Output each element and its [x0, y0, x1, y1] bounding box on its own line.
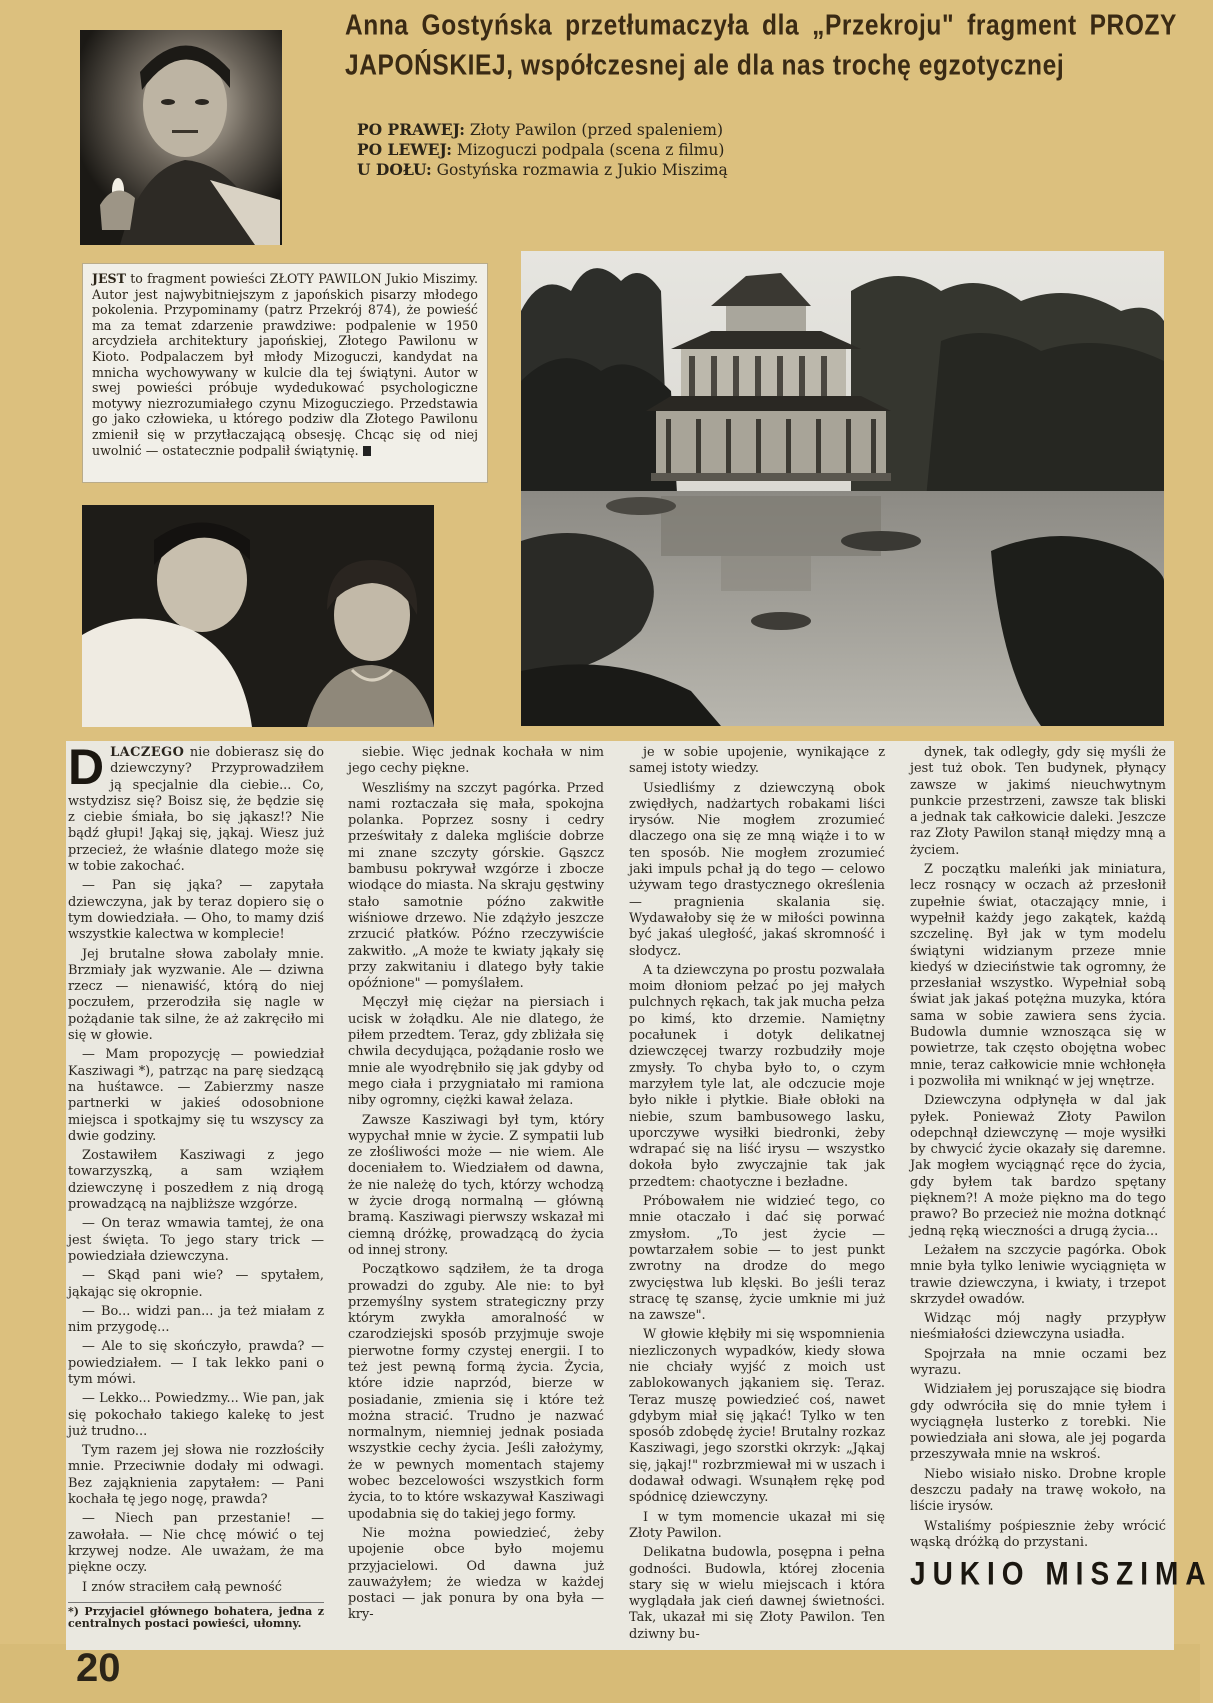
article-paragraph: — Niech pan przestanie! — zawołała. — Nie chcę mówić o tej krzywej nodze. Ale uważam, że ma piękne oczy.	[68, 1511, 324, 1576]
article-paragraph: Widziałem jej poruszające się biodra gdy odwróciła się do mnie tyłem i wyciągnęła lusterko z torebki. Nie powiedziała ani słowa, ale jej pogarda przeszywała mnie na wskroś.	[910, 1382, 1166, 1463]
article-column-4	[910, 745, 1213, 1645]
article-paragraph: — Skąd pani wie? — spytałem, jąkając się okropnie.	[68, 1268, 324, 1300]
article-paragraph: Leżałem na szczycie pagórka. Obok mnie była tylko leniwie wyciągnięta w trawie dziewczyna, i kwiaty, i trzepot skrzydeł owadów.	[910, 1242, 1166, 1307]
intro-box	[82, 263, 488, 483]
article-paragraph: W głowie kłębiły mi się wspomnienia niezliczonych wypadków, kiedy słowa nie chciały wyjść z moich ust zablokowanych jąkaniem się. Teraz. Teraz muszę powiedzieć coś, nawet gdybym miał się jąkać! Tylko w ten sposób zdobędę życie! Brutalny rozkaz Kasziwagi, jego szorstki okrzyk: „Jąkaj się, jąkaj!" rozbrzmiewał mi w uszach i dodawał odwagi. Wsunąłem rękę pod spódnicę dziewczyny.	[629, 1327, 885, 1506]
headline: Anna Gostyńska przetłumaczyła dla „Przekroju" fragment PROZY JAPOŃSKIEJ, współczesnej ale dla nas trochę egzotycznej	[345, 9, 1177, 82]
article-paragraph: A ta dziewczyna po prostu pozwalała moim dłoniom pełzać po jej małych pulchnych rękach, tak jak mucha pełza po kimś, kto drzemie. Namiętny pocałunek i dotyk delikatnej dziewczęcej twarzy rozbudziły moje zmysły. To chyba było to, o czym marzyłem tyle lat, ale odczucie moje było nikłe i płytkie. Białe obłoki na niebie, szum bambusowego lasku, uporczywe wysiłki biedronki, żeby wdrapać się na liść irysu — wszystko dokoła było zwyczajnie tak jak przedtem: chaotyczne i bezładne.	[629, 962, 885, 1190]
article-paragraph: Delikatna budowla, posępna i pełna godności. Budowla, której złocenia stary się w wielu miejscach i która wyglądała jak cień dawnej świetności. Tak, ukazał mi się Złoty Pawilon. Ten dziwny bu-	[629, 1545, 885, 1642]
caption-bottom: U DOŁU: Gostyńska rozmawia z Jukio Miszimą	[357, 160, 728, 179]
article-column-1	[68, 739, 324, 1645]
article-paragraph: Dziewczyna odpłynęła w dal jak pyłek. Ponieważ Złoty Pawilon odepchnął dziewczynę — moje wysiłki by chwycić życie okazały się daremne. Jak mogłem wyciągnąć ręce do życia, gdy byłem tak bardzo spętany pięknem?! A może piękno ma do tego prawo? Bo przecież nie można dotknąć jedną ręką wieczności a drugą życia...	[910, 1093, 1166, 1239]
caption-left: PO LEWEJ: Mizoguczi podpala (scena z filmu)	[357, 140, 725, 159]
article-paragraph: Jej brutalne słowa zabolały mnie. Brzmiały jak wyzwanie. Ale — dziwna rzecz — nienawiść, którą do niej poczułem, przerodziła się nagle w pożądanie tak silne, że aż zakręciło mi się w głowie.	[68, 946, 324, 1044]
article-paragraph: Wstaliśmy pośpiesznie żeby wrócić wąską dróżką do przystani.	[910, 1518, 1166, 1550]
photo-mizoguczi	[80, 30, 282, 245]
article-body	[66, 739, 1213, 1650]
article-paragraph: Niebo wisiało nisko. Drobne krople deszczu padały na trawę wokoło, na liście irysów.	[910, 1466, 1166, 1515]
golden-pavilion-image	[521, 251, 1164, 726]
article-paragraph: — Mam propozycję — powiedział Kasziwagi *), patrząc na parę siedzącą na huśtawce. — Zabierzmy nasze partnerki w jakieś odosobnione miejsca i spotkajmy się tu wszyscy za dwie godziny.	[68, 1047, 324, 1144]
article-paragraph: Z początku maleńki jak miniatura, lecz rosnący w oczach aż przesłonił zupełnie świat, otaczający mnie, i wypełnił każdy jego zakątek, każdą szczelinę. Był jak w tym modelu świątyni widzianym przeze mnie kiedyś w dzieciństwie tak ogromny, że przesłaniał wszystko. Wypełniał sobą świat jak jakaś potężna muzyka, która sama w sobie zawiera sens życia. Budowla dumnie wznosząca się w powietrze, tak często obojętna wobec mnie, teraz całkowicie mnie wchłonęła i pozwoliła mi wniknąć w jej wnętrze.	[910, 862, 1166, 1089]
column-3-paragraphs	[629, 745, 885, 1643]
article-column-3	[629, 745, 885, 1645]
photo-golden-pavilion	[521, 251, 1164, 726]
photo-gostynska-miszima	[82, 505, 434, 727]
article-paragraph: — Lekko... Powiedzmy... Wie pan, jak się pokochało takiego kalekę to jest już trudno...	[68, 1391, 324, 1439]
caption-right: PO PRAWEJ: Złoty Pawilon (przed spaleniem)	[357, 120, 724, 139]
article-paragraph: — Pan się jąka? — zapytała dziewczyna, jak by teraz dopiero się o tym dowiedziała. — Oho, to mamy dziś wszystkie kalectwa w komplecie!	[68, 878, 324, 943]
author-signature: JUKIO MISZIMA	[910, 1556, 1213, 1592]
article-opening: DLACZEGO nie dobierasz się do dziewczyny? Przyprowadziłem ją specjalnie dla ciebie... Co, wstydzisz się? Boisz się, że będzie się z ciebie śmiała, bo się jąkasz!? Nie bądź głupi! Jąkaj się, jąkaj. Wiesz już przecież, że właśnie dlatego może się w tobie zakochać.	[68, 739, 324, 875]
photo-mizoguczi-image	[80, 30, 282, 245]
article-paragraph: Zostawiłem Kasziwagi z jego towarzyszką, a sam wziąłem dziewczynę i poszedłem z nią drogą prowadzącą na najbliższe wzgórze.	[68, 1148, 324, 1213]
drop-cap: D	[68, 739, 105, 795]
article-paragraph: Tym razem jej słowa nie rozzłościły mnie. Przeciwnie dodały mi odwagi. Bez zająknienia zapytałem: — Pani kochała tę jego nogę, prawda?	[68, 1443, 324, 1508]
article-paragraph: Zawsze Kasziwagi był tym, który wypychał mnie w życie. Z sympatii lub ze złośliwości może — nie wiem. Ale doceniałem to. Wiedziałem od dawna, że nie należę do tych, którzy wchodzą w życie drogą normalną — główną bramą. Kasziwagi pierwszy wskazał mi ciemną dróżkę, prowadzącą do życia od innej strony.	[348, 1112, 604, 1258]
article-paragraph: I znów straciłem całą pewność	[82, 1579, 282, 1595]
article-paragraph: Usiedliśmy z dziewczyną obok zwiędłych, nadżartych robakami liści irysów. Nie mogłem zrozumieć dlaczego ona się ze mną wiąże i to w ten sposób. Nie mogłem zrozumieć jaki impuls pchał ją do tego — celowo używam tego drastycznego określenia — pragnienia skalania się. Wydawałoby się że w miłości powinna być jakaś uległość, jakaś skromność i słodycz.	[629, 780, 885, 959]
article-paragraph: siebie. Więc jednak kochała w nim jego cechy piękne.	[348, 745, 604, 777]
column-2-paragraphs	[348, 745, 604, 1624]
article-paragraph: Męczył mię ciężar na piersiach i ucisk w żołądku. Ale nie dlatego, że piłem przedtem. Teraz, gdy zbliżała się chwila decydująca, pożądanie rosło we mnie ale wyodrębniło się jak gdyby od mego ciała i przygniatało mi ramiona niby ogromny, ciężki kawał żelaza.	[348, 995, 604, 1109]
article-paragraph: — Ale to się skończyło, prawda? — powiedziałem. — I tak lekko pani o tym mówi.	[68, 1339, 324, 1387]
article-paragraph: Weszliśmy na szczyt pagórka. Przed nami roztaczała się mała, spokojna polanka. Poprzez sosny i cedry prześwitały z daleka mgliście dobrze mi znane szczyty górskie. Gąszcz bambusu pokrywał wzgórze i zbocze wiodące do miasta. Na skraju gęstwiny stało samotnie późno zakwitłe wiśniowe drzewo. Nie zdążyło jeszcze zrzucić płatków. Późno rzeczywiście zakwitło. „A może te kwiaty jąkały się przy zakwitaniu i dlatego były takie opóźnione" — pomyślałem.	[348, 780, 604, 992]
intro-text: to fragment powieści ZŁOTY PAWILON Jukio Miszimy. Autor jest najwybitniejszym z japońskich pisarzy młodego pokolenia. Przypominamy (patrz Przekrój 874), że powieść ma za temat zdarzenie prawdziwe: podpalenie w 1950 arcydzieła architektury japońskiej, Złotego Pawilonu w Kioto. Podpalaczem był młody Mizoguczi, kandydat na mnicha wychowywany w kulcie dla tej świątyni. Autor w swej powieści próbuje wydedukować psychologiczne motywy niezrozumiałego czynu Mizogucziego. Przedstawia go jako człowieka, u którego podziw dla Złotego Pawilonu zmienił się w przytłaczającą obsesję. Chcąc się od niej uwolnić — ostatecznie podpalił świątynię.	[92, 271, 478, 458]
article-column-2	[348, 745, 604, 1645]
article-paragraph: — Bo... widzi pan... ja też miałam z nim przygodę...	[68, 1303, 324, 1336]
article-paragraph: Nie można powiedzieć, żeby upojenie obce było mojemu przyjacielowi. Od dawna już zauważyłem; że wiedza w każdej postaci — jak ponura by ona była — kry-	[348, 1525, 604, 1623]
article-paragraph: Spojrzała na mnie oczami bez wyrazu.	[910, 1346, 1166, 1378]
page-number: 20	[76, 1646, 121, 1690]
footnote: *) Przyjaciel głównego bohatera, jedna z centralnych postaci powieści, ułomny.	[68, 1602, 324, 1630]
article-paragraph: I w tym momencie ukazał mi się Złoty Pawilon.	[629, 1509, 885, 1541]
article-paragraph: dynek, tak odległy, gdy się myśli że jest tuż obok. Ten budynek, płynący zawsze w jakimś nieuchwytnym punkcie przestrzeni, zawsze tak bliski a jednak tak całkowicie daleki. Jeszcze raz Złoty Pawilon stanął między mną a życiem.	[910, 745, 1166, 858]
column-4-paragraphs	[910, 745, 1166, 1551]
intro-lead: JEST	[92, 271, 127, 286]
article-paragraph: je w sobie upojenie, wynikające z samej istoty wiedzy.	[629, 745, 885, 777]
article-paragraph: Widząc mój nagły przypływ nieśmiałości dziewczyna usiadła.	[910, 1311, 1166, 1343]
column-1-paragraphs	[68, 878, 324, 1595]
end-square-icon	[363, 446, 371, 456]
article-paragraph: — On teraz wmawia tamtej, że ona jest święta. To jego stary trick — powiedziała dziewczyna.	[68, 1216, 324, 1264]
article-paragraph: Początkowo sądziłem, że ta droga prowadzi do zguby. Ale nie: to był przemyślny system strategiczny przy którym zwykła amoralność w czarodziejski sposób przyjmuje swoje pierwotne formy czystej energii. I to też jest pewną formą życia. Życia, które idzie naprzód, bierze w posiadanie, zmienia się i które też można stracić. Trudno je nazwać normalnym, niemniej jednak posiada wszystkie cechy życia. Jeśli założymy, że w pewnych momentach stajemy wobec bezcelowości wszystkich form życia, to to które wskazywał Kasziwagi upodabnia się do takiej jego formy.	[348, 1262, 604, 1522]
photo-captions	[357, 120, 957, 180]
bottom-strip	[0, 1644, 1200, 1703]
article-paragraph: Próbowałem nie widzieć tego, co mnie otaczało i dać się porwać zmysłom. „To jest życie — powtarzałem sobie — to jest punkt zwrotny na drodze do mego zwycięstwa lub klęski. Bo jeśli teraz stracę tę szansę, życie umknie mi już na zawsze".	[629, 1194, 885, 1324]
gostynska-miszima-image	[82, 505, 434, 727]
